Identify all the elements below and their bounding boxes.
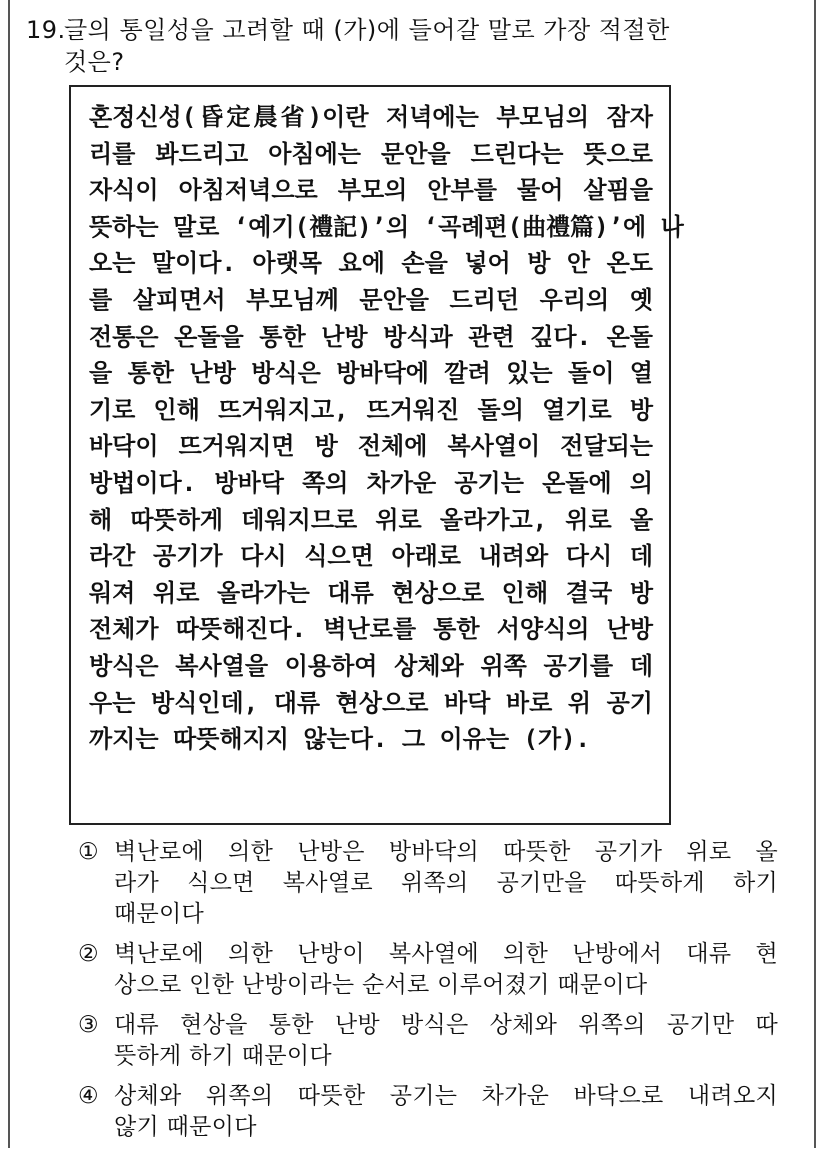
passage-line: 전통은 온돌을 통한 난방 방식과 관련 깊다. 온돌 bbox=[89, 322, 653, 351]
choice-4[interactable] bbox=[78, 1081, 778, 1143]
question-text-line: 것은? bbox=[64, 48, 125, 76]
passage-line: 해 따뜻하게 데워지므로 위로 올라가고, 위로 올 bbox=[89, 505, 653, 534]
passage-line: 를 살피면서 부모님께 문안을 드리던 우리의 옛 bbox=[89, 285, 653, 314]
passage-line: 혼정신성(昏定晨省)이란 저녁에는 부모님의 잠자 bbox=[89, 103, 653, 131]
passage-line: 을 통한 난방 방식은 방바닥에 깔려 있는 돌이 열 bbox=[89, 359, 653, 388]
choice-2[interactable] bbox=[78, 939, 778, 1001]
passage-line: 워져 위로 올라가는 대류 현상으로 인해 결국 방 bbox=[89, 578, 653, 607]
question-header bbox=[26, 14, 786, 78]
choice-text-line: 라가 식으면 복사열로 위쪽의 공기만을 따뜻하게 하기 bbox=[114, 870, 778, 896]
answer-choices bbox=[78, 837, 778, 1152]
passage-box bbox=[69, 85, 684, 825]
question-text bbox=[64, 14, 786, 78]
choice-text bbox=[114, 939, 778, 1001]
passage-line: 자식이 아침저녁으로 부모의 안부를 물어 살핌을 bbox=[89, 176, 653, 205]
passage-line: 방식은 복사열을 이용하여 상체와 위쪽 공기를 데 bbox=[89, 651, 653, 680]
passage-line: 바닥이 뜨거워지면 방 전체에 복사열이 전달되는 bbox=[89, 432, 653, 461]
question-text-line: 글의 통일성을 고려할 때 (가)에 들어갈 말로 가장 적절한 bbox=[64, 16, 670, 44]
passage-line: 리를 봐드리고 아침에는 문안을 드린다는 뜻으로 bbox=[89, 139, 653, 168]
question-number: 19. bbox=[26, 16, 66, 44]
choice-number: ② bbox=[78, 941, 99, 967]
choice-number: ③ bbox=[78, 1012, 99, 1038]
passage-line: 전체가 따뜻해진다. 벽난로를 통한 서양식의 난방 bbox=[89, 615, 653, 644]
choice-text bbox=[114, 1010, 778, 1072]
passage-line: 방법이다. 방바닥 쪽의 차가운 공기는 온돌에 의 bbox=[89, 468, 653, 497]
choice-text-line: 뜻하게 하기 때문이다 bbox=[114, 1043, 332, 1069]
choice-text bbox=[114, 837, 778, 930]
choice-number: ④ bbox=[78, 1083, 99, 1109]
choice-text bbox=[114, 1081, 778, 1143]
passage-line: 까지는 따뜻해지지 않는다. 그 이유는 (가). bbox=[89, 725, 590, 754]
passage-line: 뜻하는 말로 ‘예기(禮記)’의 ‘곡례편(曲禮篇)’에 나 bbox=[89, 212, 684, 241]
passage-line: 기로 인해 뜨거워지고, 뜨거워진 돌의 열기로 방 bbox=[89, 395, 653, 424]
choice-3[interactable] bbox=[78, 1010, 778, 1072]
choice-text-line: 대류 현상을 통한 난방 방식은 상체와 위쪽의 공기만 따 bbox=[114, 1012, 778, 1038]
choice-text-line: 상체와 위쪽의 따뜻한 공기는 차가운 바닥으로 내려오지 bbox=[114, 1083, 778, 1109]
choice-text-line: 상으로 인한 난방이라는 순서로 이루어졌기 때문이다 bbox=[114, 972, 648, 998]
passage-line: 라간 공기가 다시 식으면 아래로 내려와 다시 데 bbox=[89, 542, 653, 571]
choice-text-line: 않기 때문이다 bbox=[114, 1114, 257, 1140]
choice-1[interactable] bbox=[78, 837, 778, 930]
choice-text-line: 벽난로에 의한 난방이 복사열에 의한 난방에서 대류 현 bbox=[114, 941, 778, 967]
choice-text-line: 벽난로에 의한 난방은 방바닥의 따뜻한 공기가 위로 올 bbox=[114, 839, 778, 865]
passage-line: 오는 말이다. 아랫목 요에 손을 넣어 방 안 온도 bbox=[89, 249, 653, 278]
choice-number: ① bbox=[78, 839, 99, 865]
passage-line: 우는 방식인데, 대류 현상으로 바닥 바로 위 공기 bbox=[89, 688, 653, 717]
question bbox=[26, 14, 786, 78]
choice-text-line: 때문이다 bbox=[114, 901, 205, 927]
